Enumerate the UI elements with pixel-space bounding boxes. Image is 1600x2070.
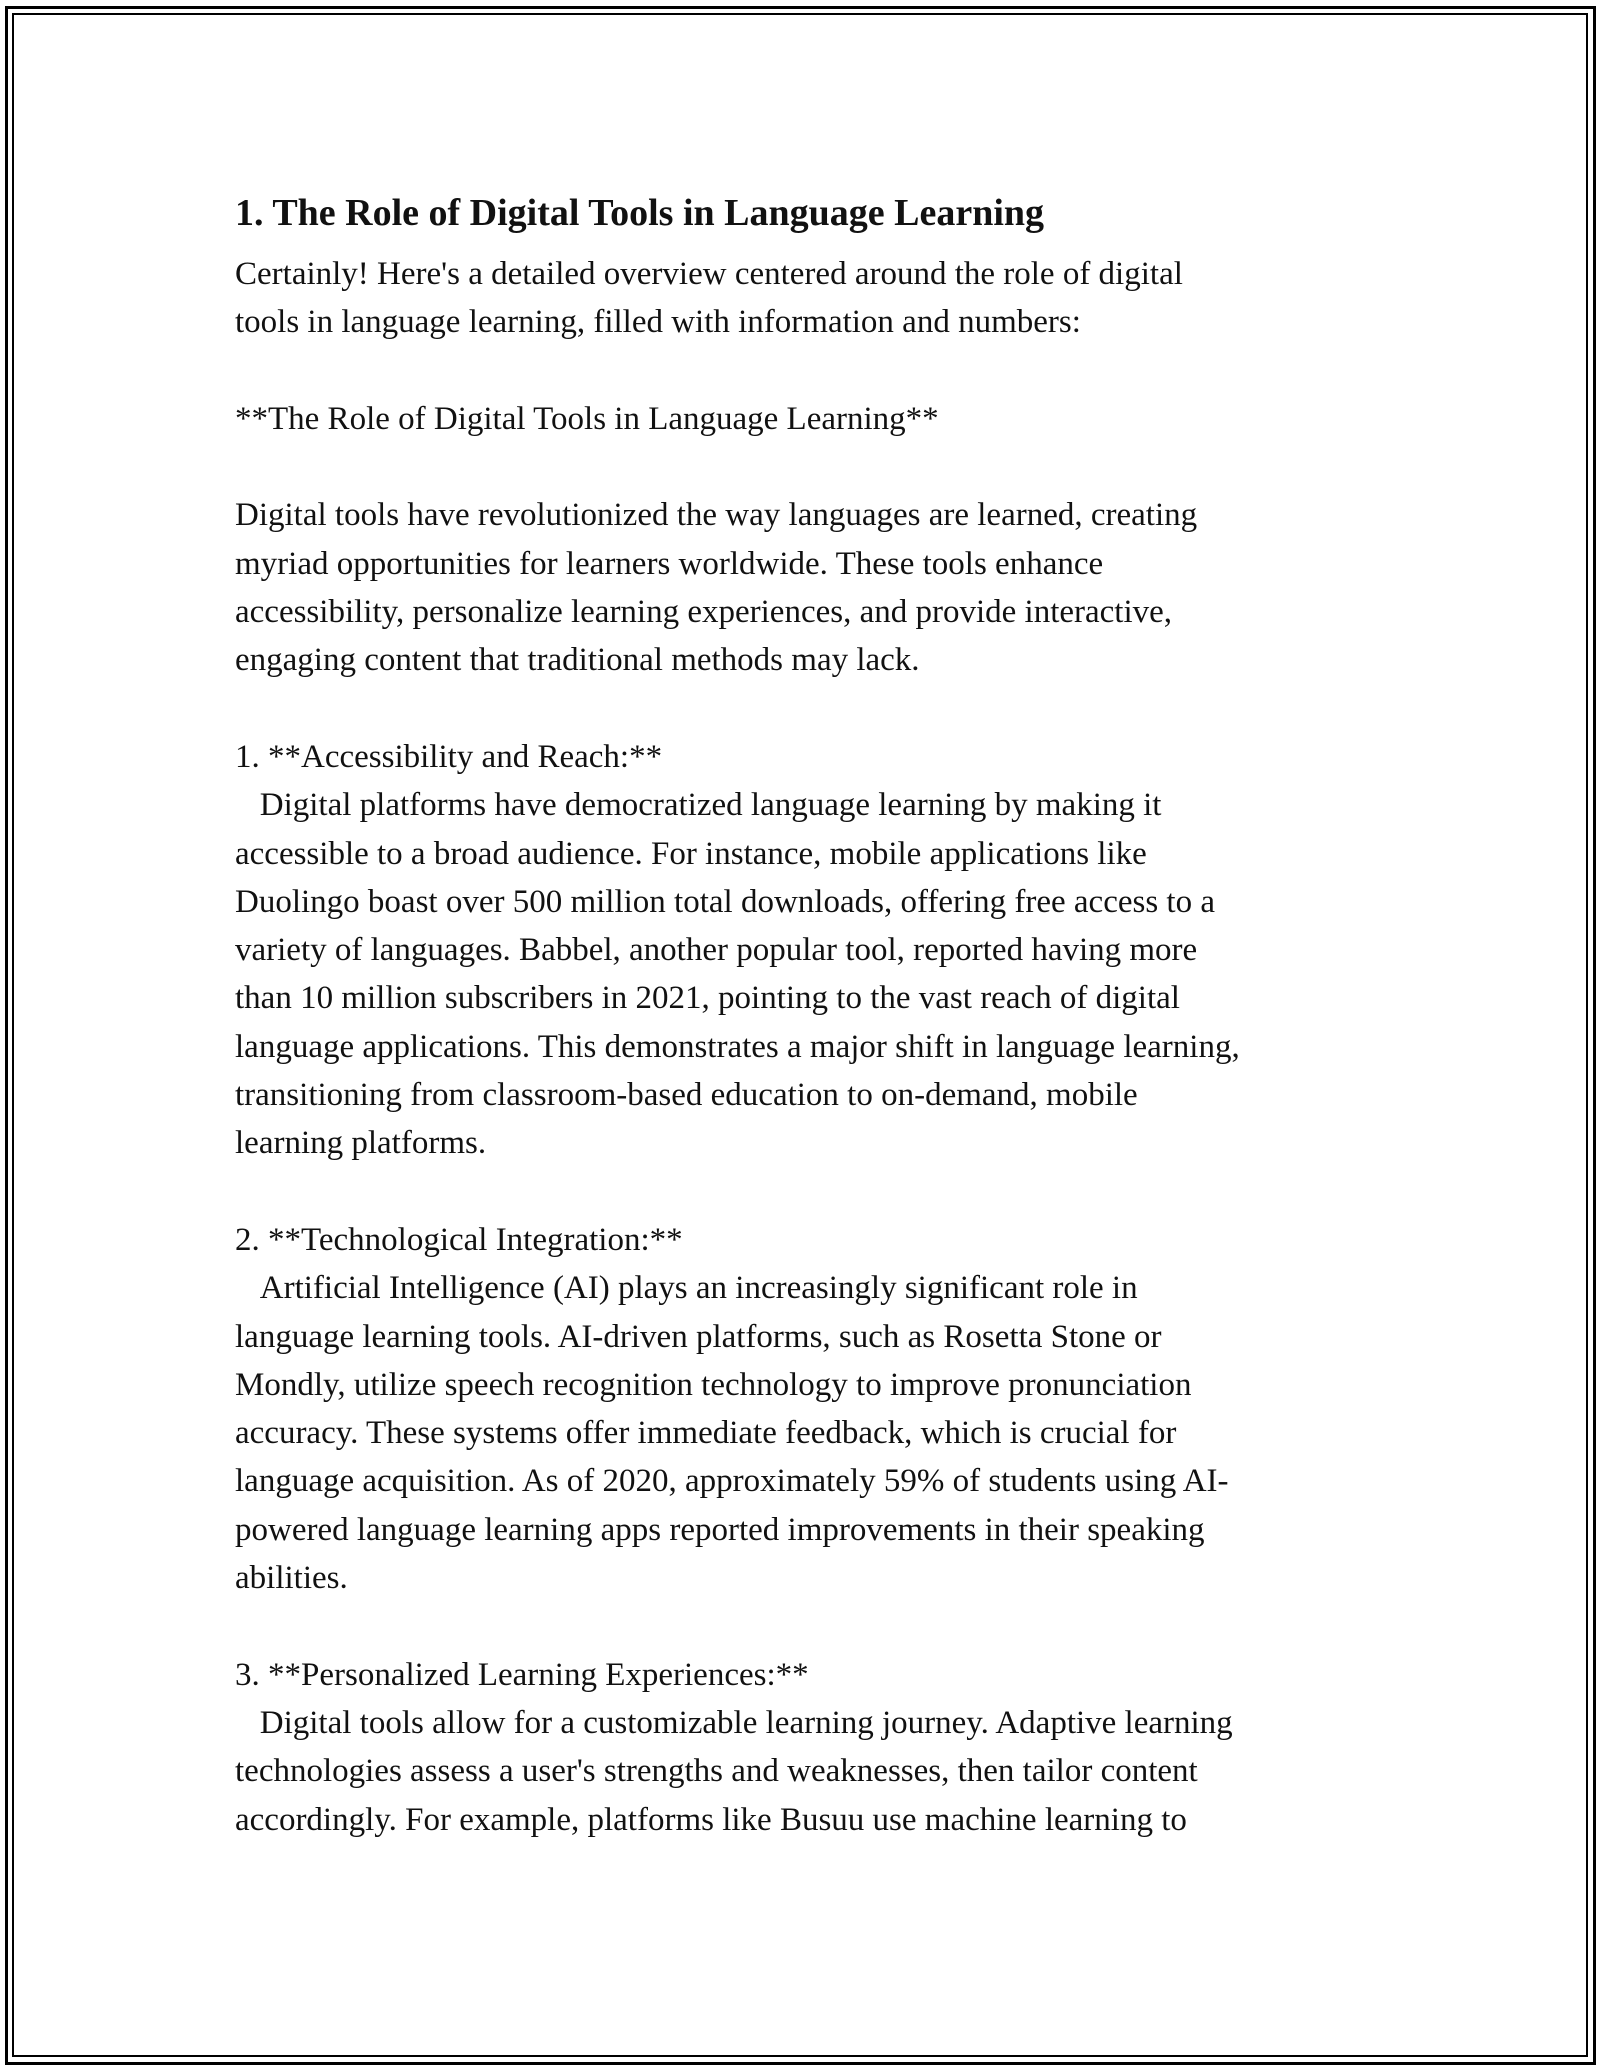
body-text: Certainly! Here's a detailed overview centered around the role of digital tools in language learning, filled with information and numbers: **The Role of Digital Tools in Language Learning** Digital tools have revolutionized the way languages are learned, creating myriad opportunities for learners worldwide. These tools enhance accessibility, personalize learning experiences, and provide interactive, engaging content that traditional methods may lack. 1. **Accessibility and Reach:** Digital platforms have democratized language learning by making it accessible to a broad audience. For instance, mobile applications like Duolingo boast over 500 million total downloads, offering free access to a variety of languages. Babbel, another popular tool, reported having more than 10 million subscribers in 2021, pointing to the vast reach of digital language applications. This demonstrates a major shift in language learning, transitioning from classroom-based education to on-demand, mobile learning platforms. 2. **Technological Integration:** Artificial Intelligence (AI) plays an increasingly significant role in language learning tools. AI-driven platforms, such as Rosetta Stone or Mondly, utilize speech recognition technology to improve pronunciation accuracy. These systems offer immediate feedback, which is crucial for language acquisition. As of 2020, approximately 59% of students using AI- powered language learning apps reported improvements in their speaking abilities. 3. **Personalized Learning Experiences:** Digital tools allow for a customizable learning journey. Adaptive learning technologies assess a user's strengths and weaknesses, then tailor content accordingly. For example, platforms like Busuu use machine learning to	[235, 256, 1240, 1838]
document-content	[235, 180, 1365, 1844]
section-heading: 1. The Role of Digital Tools in Language Learning	[235, 192, 1045, 234]
